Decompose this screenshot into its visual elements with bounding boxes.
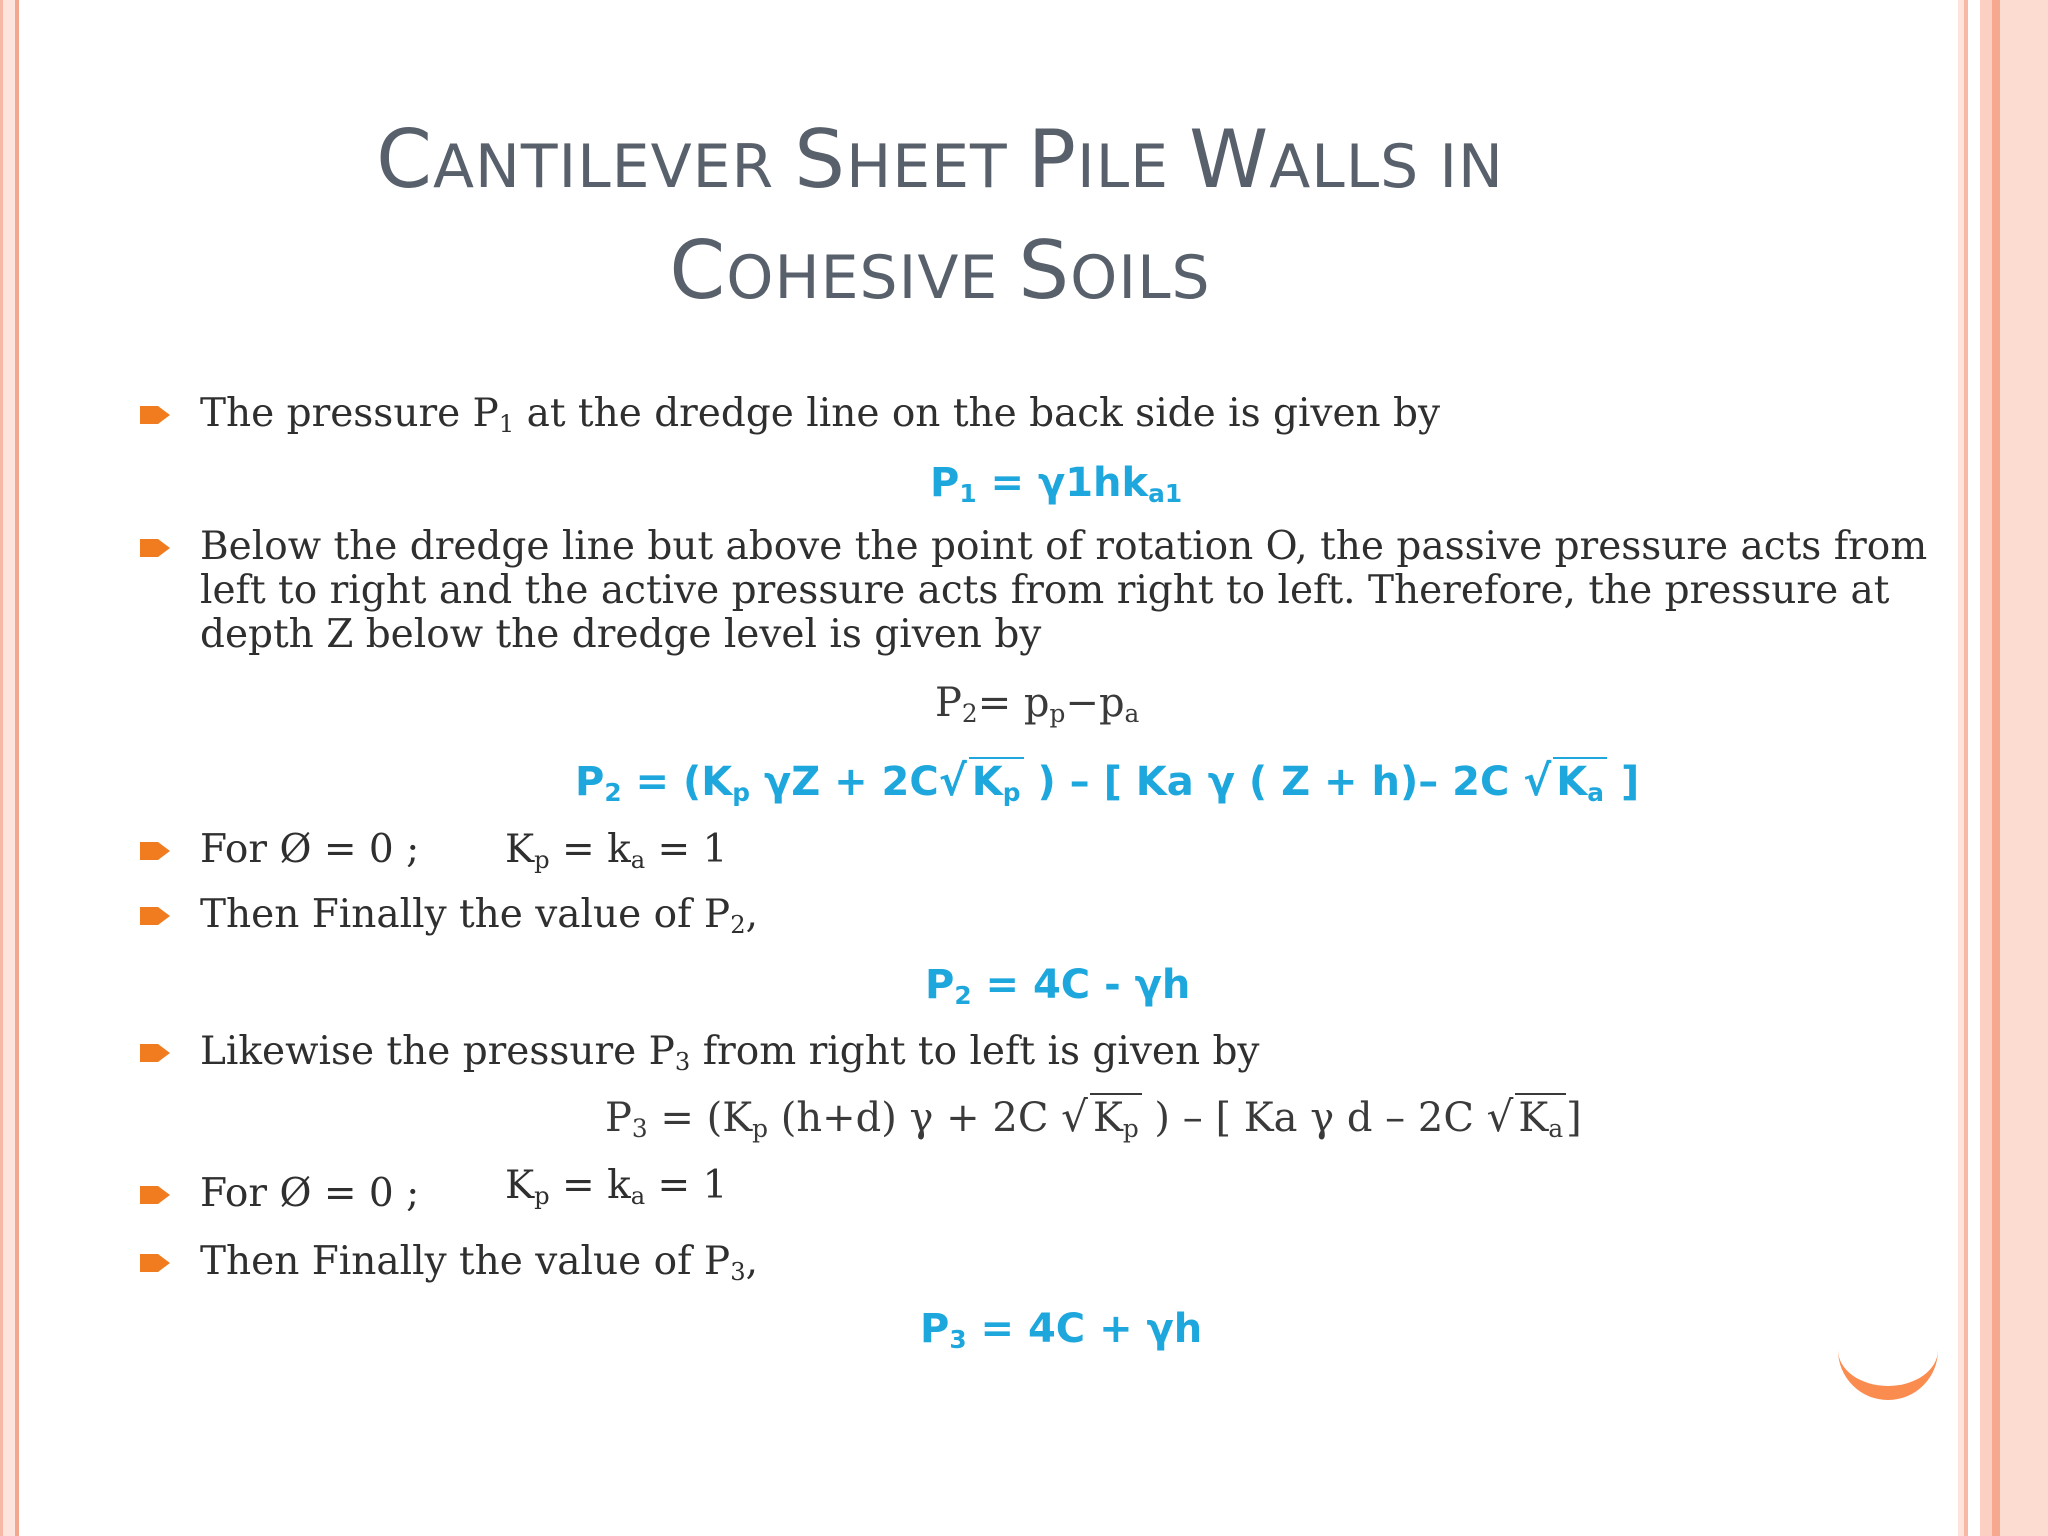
bullet-paragraph: Below the dredge line but above the point of rotation O, the passive pressure acts from left to right and the active pressure acts from right to left. Therefore, the pressure at depth Z below the dredge level is given by [200, 524, 1928, 657]
formula-p2-expanded: $P_2 = (K_p$ γZ + 2C√ $K_p$ ) – [ Ka γ ( Z + h)– 2C √ $K_a$ ] [575, 756, 1640, 808]
title-line-1: CANTILEVER SHEET PILE WALLS IN [376, 113, 1504, 206]
radical-sign-icon: √ [1523, 756, 1552, 805]
radical-sign-icon: √ [1486, 1092, 1514, 1141]
arrow-bullet-icon [140, 840, 170, 862]
formula-p3-expanded: $P_3 = (K_p$ (h+d) γ + 2C √ $K_p$ ) – [ Ka γ d – 2C √ $K_a$] [605, 1092, 1582, 1144]
arrow-bullet-icon [140, 905, 170, 927]
radical-sign-icon: √ [1061, 1092, 1088, 1141]
arrow-bullet-icon [140, 1042, 170, 1064]
formula-p2-final: $P_2 = 4C - \gamma h$ [925, 962, 1191, 1011]
arrow-bullet-icon [140, 1252, 170, 1274]
arrow-bullet-icon [140, 404, 170, 426]
formula-p1: $P_1 = \gamma 1hk_{a1}$ [930, 460, 1183, 509]
arrow-bullet-icon [140, 1184, 170, 1206]
formula-p3-final: $P_3 = 4C + \gamma h$ [920, 1306, 1203, 1355]
slide-title [240, 108, 1640, 330]
formula-p2-definition: $P_2= p_p-p_a$ [935, 680, 1140, 729]
radical-sign-icon: √ [938, 756, 967, 805]
arrow-bullet-icon [140, 537, 170, 559]
title-line-2: COHESIVE SOILS [669, 224, 1211, 317]
